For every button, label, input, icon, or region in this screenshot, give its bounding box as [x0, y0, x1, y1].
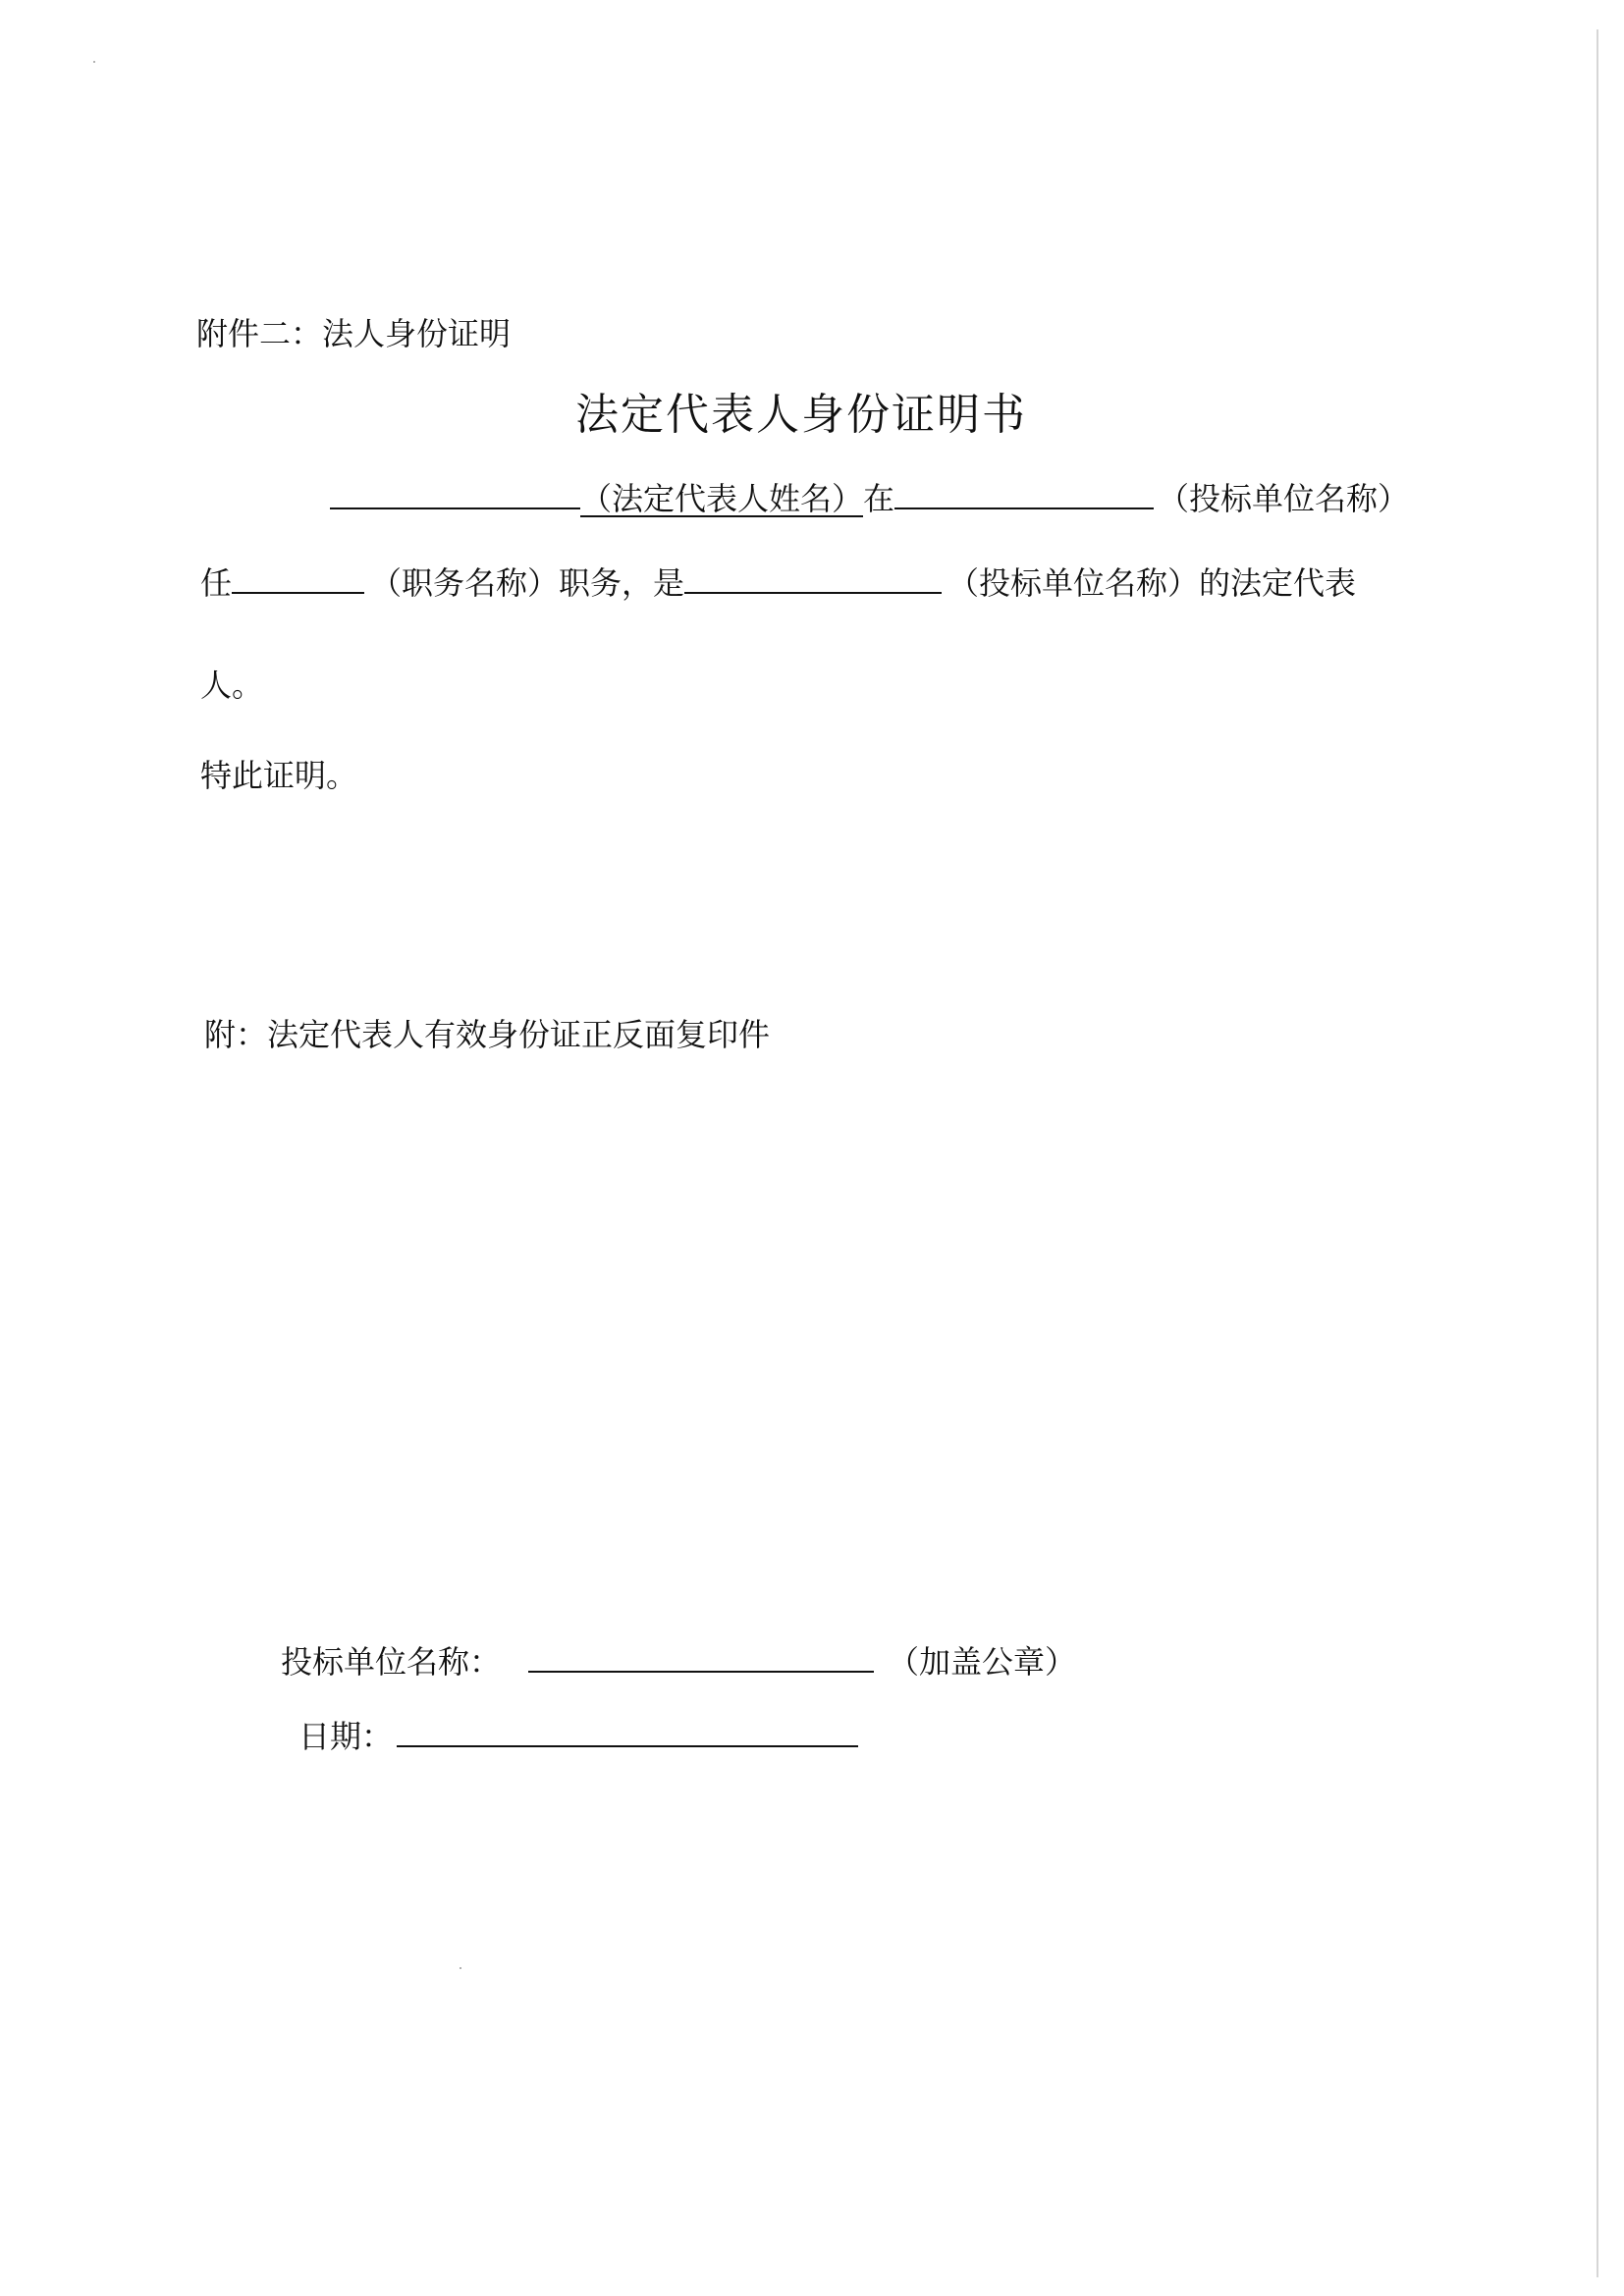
- appendix-note: 附：法定代表人有效身份证正反面复印件: [204, 1016, 771, 1053]
- bidding-unit-hint: （投标单位名称）: [1158, 480, 1410, 517]
- scan-edge-line: [1597, 29, 1598, 2277]
- bidding-unit-hint-2: （投标单位名称）的法定代表: [947, 564, 1357, 602]
- scan-speck: [460, 1967, 461, 1969]
- seal-hint: （加盖公章）: [888, 1643, 1077, 1681]
- document-title: 法定代表人身份证明书: [575, 390, 1027, 440]
- sign-date-label: 日期：: [298, 1718, 394, 1755]
- attachment-label: 附件二：法人身份证明: [196, 315, 512, 352]
- sign-date-row: [298, 1716, 858, 1756]
- bidding-unit-blank[interactable]: [894, 478, 1154, 509]
- paragraph-1: [330, 478, 1409, 518]
- position-prefix: 任: [200, 564, 233, 602]
- paragraph-2: [200, 562, 1356, 603]
- legal-rep-name-blank[interactable]: [330, 478, 580, 509]
- bidding-unit-blank-2[interactable]: [684, 562, 942, 594]
- certify-text: 特此证明。: [200, 757, 358, 794]
- position-title-hint: （职务名称）职务，是: [370, 564, 685, 602]
- at-text: 在: [863, 480, 895, 517]
- sign-date-blank[interactable]: [397, 1716, 858, 1747]
- sign-unit-blank[interactable]: [528, 1641, 874, 1673]
- sign-unit-label: 投标单位名称：: [281, 1643, 502, 1681]
- paragraph-2-continuation: 人。: [200, 667, 264, 704]
- position-blank[interactable]: [232, 562, 364, 594]
- legal-rep-name-hint: （法定代表人姓名）: [580, 480, 864, 517]
- scan-speck: [93, 61, 95, 63]
- sign-unit-row: [281, 1641, 1076, 1682]
